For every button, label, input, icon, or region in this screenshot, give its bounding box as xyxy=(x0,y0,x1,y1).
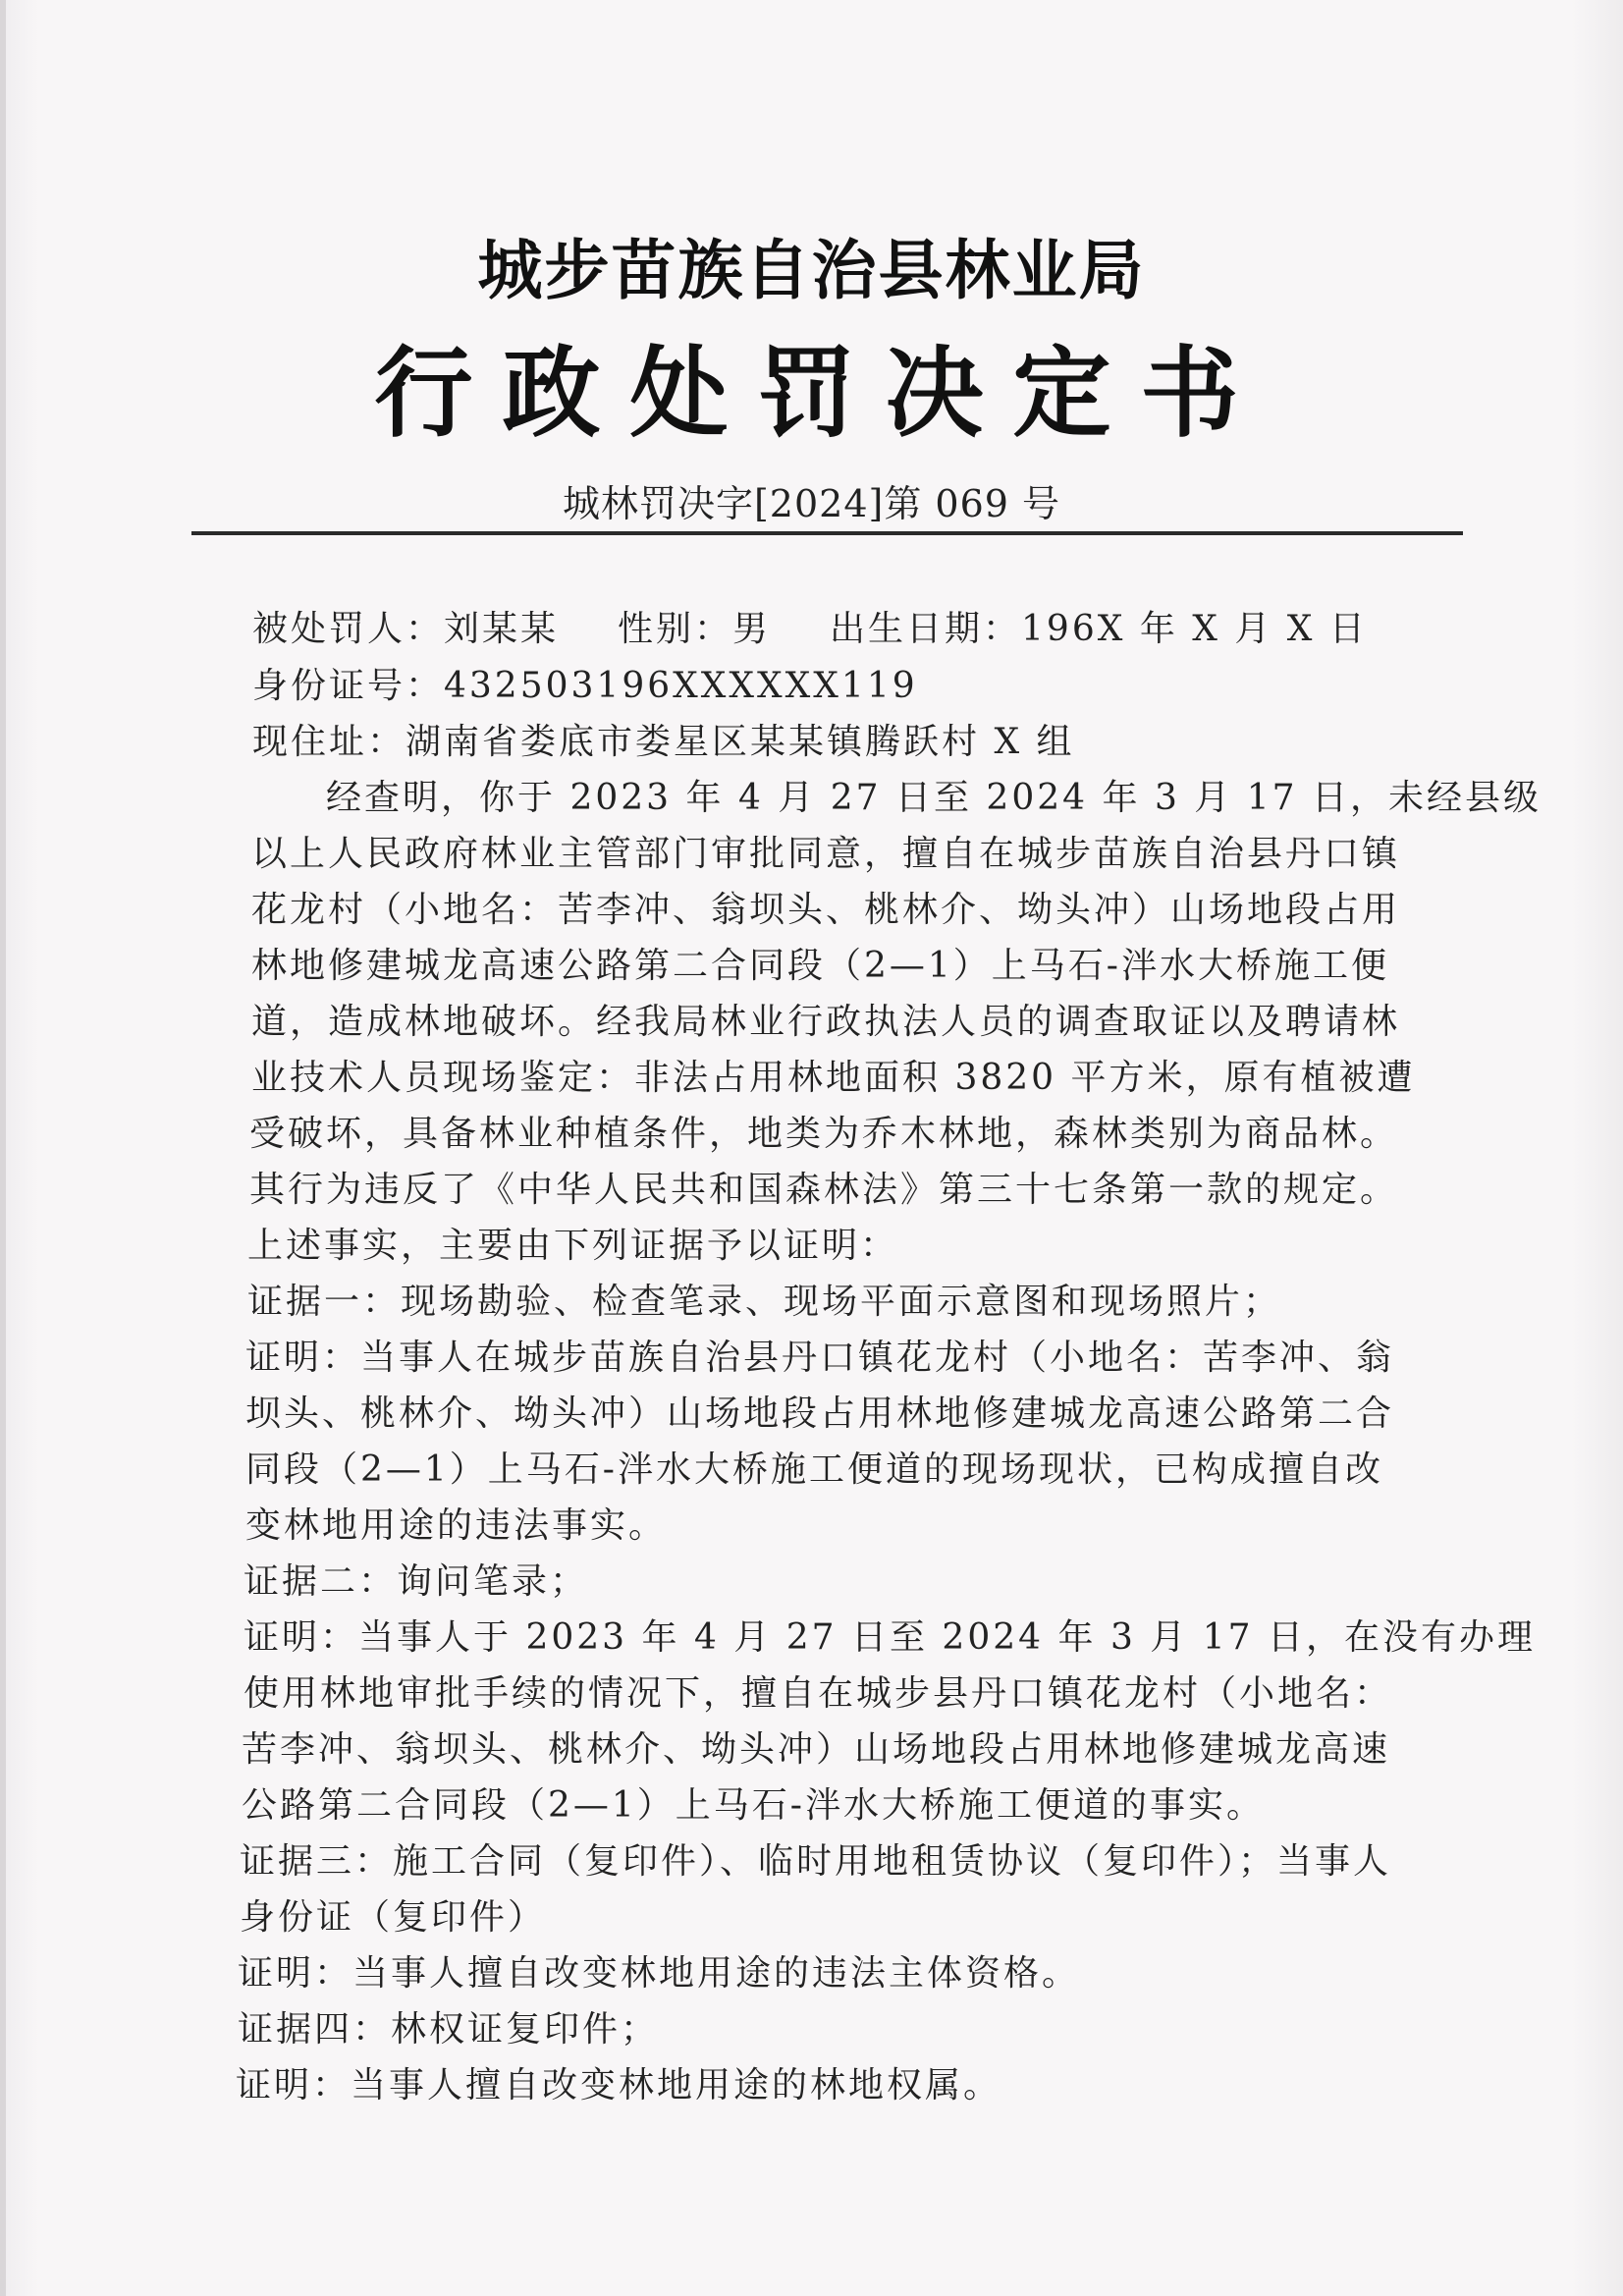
evidence-line: 身份证（复印件） xyxy=(240,1897,547,1938)
header-divider xyxy=(191,531,1463,535)
party-name: 被处罚人：刘某某 xyxy=(252,609,560,649)
body-line: 道，造成林地破坏。经我局林业行政执法人员的调查取证以及聘请林 xyxy=(251,1002,1401,1042)
document-number: 城林罚决字[2024]第 069 号 xyxy=(562,482,1061,525)
body-line: 经查明，你于 2023 年 4 月 27 日至 2024 年 3 月 17 日，未经县级 xyxy=(326,778,1542,818)
proof-line: 变林地用途的违法事实。 xyxy=(245,1505,668,1546)
party-address: 现住址：湖南省娄底市娄星区某某镇腾跃村 X 组 xyxy=(252,722,1075,762)
party-birth: 出生日期：196X 年 X 月 X 日 xyxy=(830,609,1368,649)
evidence-line: 证据二：询问笔录； xyxy=(243,1561,589,1602)
proof-line: 证明：当事人擅自改变林地用途的违法主体资格。 xyxy=(238,1953,1081,1994)
body-line: 以上人民政府林业主管部门审批同意，擅自在城步苗族自治县丹口镇 xyxy=(251,834,1401,874)
proof-line: 苦李冲、翁坝头、桃林介、坳头冲）山场地段占用林地修建城龙高速 xyxy=(242,1729,1391,1770)
body-line: 业技术人员现场鉴定：非法占用林地面积 3820 平方米，原有植被遭 xyxy=(251,1058,1416,1098)
proof-line: 公路第二合同段（2—1）上马石-泮水大桥施工便道的事实。 xyxy=(242,1785,1265,1826)
body-line: 受破坏，具备林业种植条件，地类为乔木林地，森林类别为商品林。 xyxy=(249,1114,1399,1154)
proof-line: 证明：当事人在城步苗族自治县丹口镇花龙村（小地名：苦李冲、翁 xyxy=(245,1338,1395,1378)
party-id: 身份证号：432503196XXXXXX119 xyxy=(252,666,918,706)
proof-line: 使用林地审批手续的情况下，擅自在城步县丹口镇花龙村（小地名： xyxy=(243,1673,1393,1714)
body-line: 林地修建城龙高速公路第二合同段（2—1）上马石-泮水大桥施工便 xyxy=(251,946,1389,986)
party-gender: 性别：男 xyxy=(618,609,772,649)
organization-title: 城步苗族自治县林业局 xyxy=(477,233,1146,308)
proof-line: 证明：当事人擅自改变林地用途的林地权属。 xyxy=(236,2065,1002,2105)
proof-line: 证明：当事人于 2023 年 4 月 27 日至 2024 年 3 月 17 日，在没有办理 xyxy=(243,1617,1536,1658)
evidence-line: 证据一：现场勘验、检查笔录、现场平面示意图和现场照片； xyxy=(247,1282,1282,1322)
party-info-line xyxy=(252,601,1368,651)
body-line: 上述事实，主要由下列证据予以证明： xyxy=(247,1226,899,1266)
document-title: 行政处罚决定书 xyxy=(374,336,1269,451)
body-line: 花龙村（小地名：苦李冲、翁坝头、桃林介、坳头冲）山场地段占用 xyxy=(251,890,1401,930)
evidence-line: 证据四：林权证复印件； xyxy=(238,2009,660,2050)
body-line: 其行为违反了《中华人民共和国森林法》第三十七条第一款的规定。 xyxy=(249,1170,1399,1210)
proof-line: 同段（2—1）上马石-泮水大桥施工便道的现场现状，已构成擅自改 xyxy=(245,1449,1383,1490)
proof-line: 坝头、桃林介、坳头冲）山场地段占用林地修建城龙高速公路第二合 xyxy=(245,1394,1395,1434)
evidence-line: 证据三：施工合同（复印件）、临时用地租赁协议（复印件）；当事人 xyxy=(240,1841,1392,1882)
